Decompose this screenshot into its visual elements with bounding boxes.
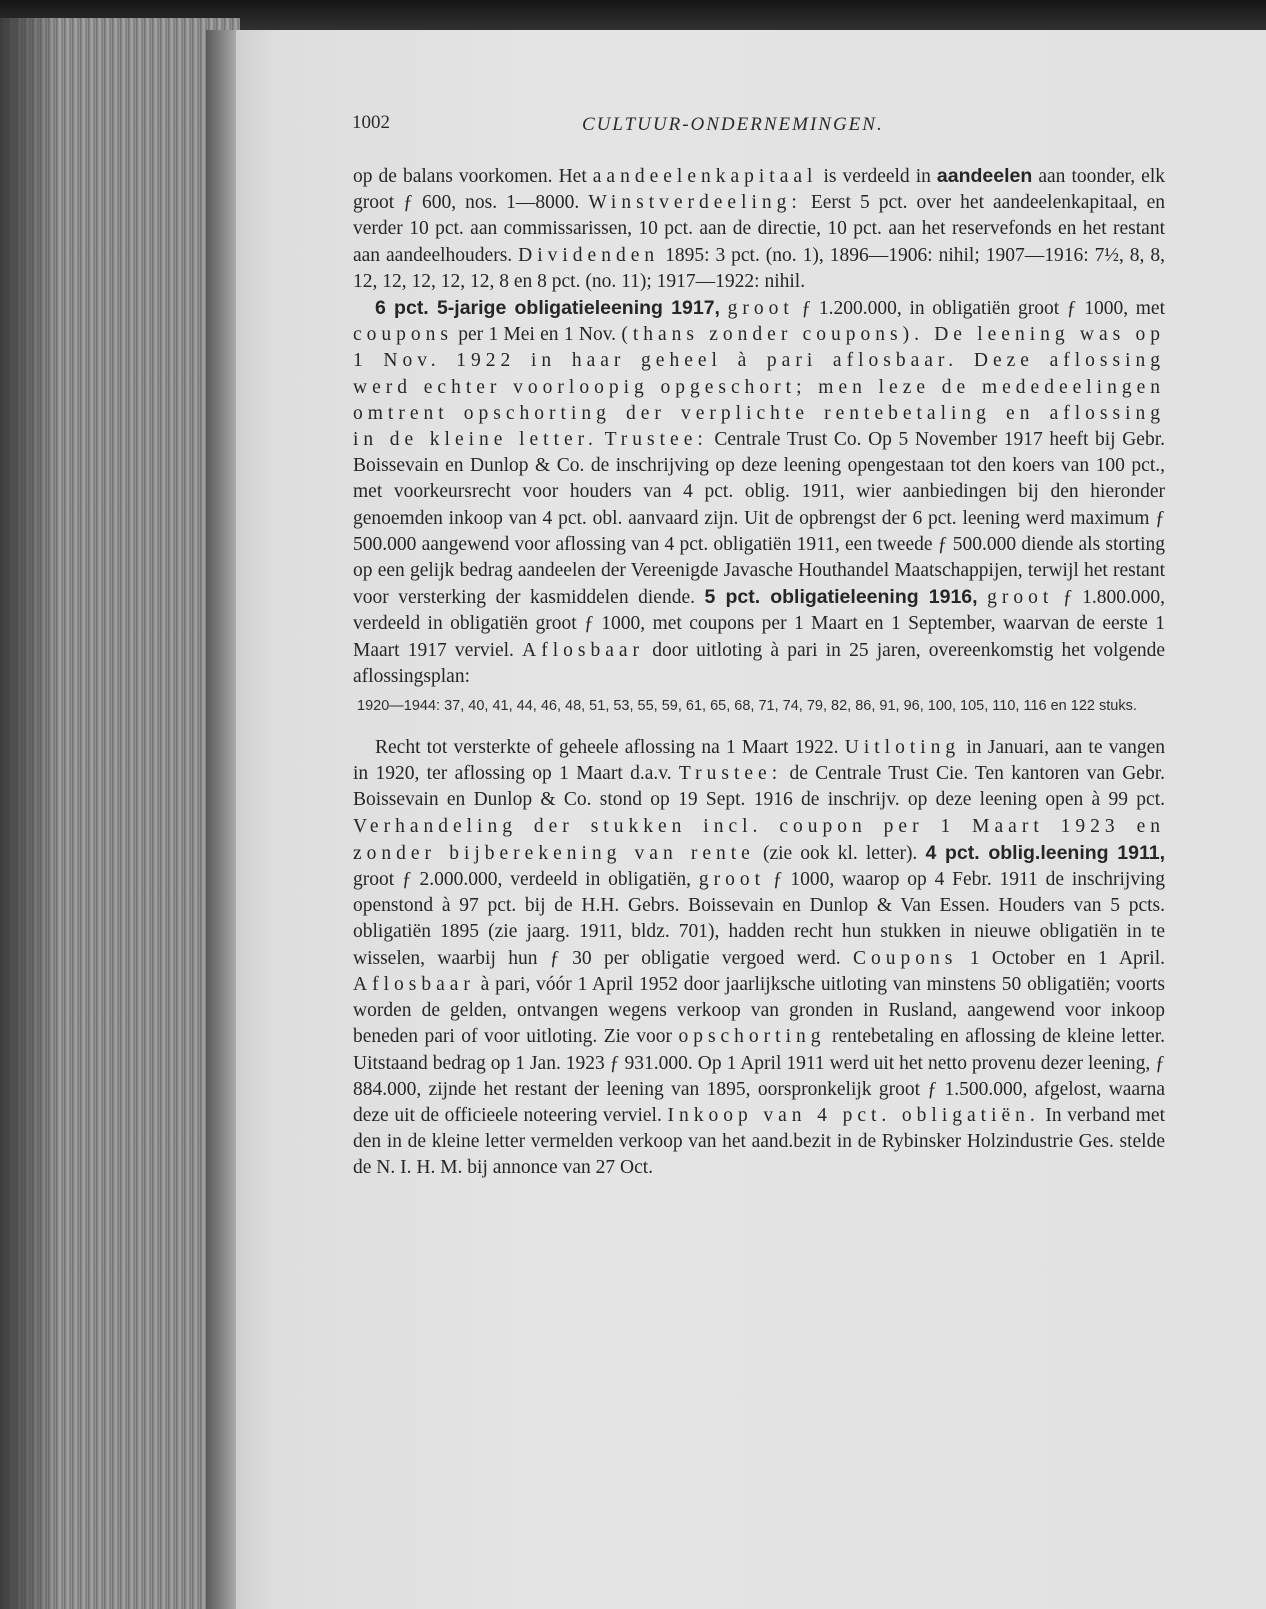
paragraph-loan-1911: Recht tot versterkte of geheele aflossing na 1 Maart 1922. Uitloting in Januari, aan te vangen in 1920, ter aflossing op 1 Maart d.a.v. Trustee: de Centrale Trust Cie. Ten kantoren van Gebr. Boissevain en Dunlop & Co. stond op 19 Sept. 1916 de inschrijv. op deze leening open à 99 pct. Verhandeling der stukken incl. coupon per 1 Maart 1923 en zonder bijberekening van rente (zie ook kl. letter). 4 pct. oblig.leening 1911, groot ƒ 2.000.000, verdeeld in obligatiën, groot ƒ 1000, waarop op 4 Febr. 1911 de inschrijving openstond à 97 pct. bij de H.H. Gebrs. Boissevain en Dunlop & Van Essen. Houders van 5 pcts. obligatiën 1895 (zie jaarg. 1911, bldz. 701), hadden recht hun stukken in nieuwe obligatiën in te wisselen, waarbij hun ƒ 30 per obligatie vergoed werd. Coupons 1 October en 1 April. Aflosbaar à pari, vóór 1 April 1952 door jaarlijksche uitloting van minstens 50 obligatiën; voorts worden de gelden, ontvangen wegens verkoop van gronden in Rusland, aangewend voor inkoop beneden pari of voor uitloting. Zie voor opschorting rentebetaling en aflossing de kleine letter. Uitstaand bedrag op 1 Jan. 1923 ƒ 931.000. Op 1 April 1911 werd uit het netto provenu dezer leening, ƒ 884.000, zijnde het restant der leening van 1895, oorspronkelijk groot ƒ 1.500.000, afgelost, waarna deze uit de officieele noteering verviel. Inkoop van 4 pct. obligatiën. In verband met den in de kleine letter vermelden verkoop van het aand.bezit in de Rybinsker Holzindustrie Ges. stelde de N. I. H. M. bij annonce van 27 Oct.: [353, 737, 1165, 1179]
running-head: CULTUUR-ONDERNEMINGEN.: [582, 114, 884, 135]
page-header: [352, 112, 1172, 152]
book-edge-shadow: [0, 18, 60, 1609]
body-text: [353, 163, 1165, 1182]
paragraph-dividends: op de balans voorkomen. Het aandeelenkapitaal is verdeeld in aandeelen aan toonder, elk groot ƒ 600, nos. 1—8000. Winstverdeeling: Eerst 5 pct. over het aandeelenkapitaal, en verder 10 pct. aan commissarissen, 10 pct. aan de directie, 10 pct. aan het reservefonds en het restant aan aandeelhouders. Dividenden 1895: 3 pct. (no. 1), 1896—1906: nihil; 1907—1916: 7½, 8, 8, 12, 12, 12, 12, 12, 8 en 8 pct. (no. 11); 1917—1922: nihil.: [353, 165, 1166, 292]
paragraph-loan-1917-1916: 6 pct. 5-jarige obligatieleening 1917, groot ƒ 1.200.000, in obligatiën groot ƒ 1000, met coupons per 1 Mei en 1 Nov. (thans zonder coupons). De leening was op 1 Nov. 1922 in haar geheel à pari aflosbaar. Deze aflossing werd echter voorloopig opgeschort; men leze de mededeelingen omtrent opschorting der verplichte rentebetaling en aflossing in de kleine letter. Trustee: Centrale Trust Co. Op 5 November 1917 heeft bij Gebr. Boissevain en Dunlop & Co. de inschrijving op deze leening opengestaan tot den koers van 100 pct., met voorkeursrecht voor houders van 4 pct. oblig. 1911, wier aanbiedingen bij den hieronder genoemden inkoop van 4 pct. obl. aanvaard zijn. Uit de opbrengst der 6 pct. leening werd maximum ƒ 500.000 aangewend voor aflossing van 4 pct. obligatiën 1911, een tweede ƒ 500.000 diende als storting op een gelijk bedrag aandeelen der Vereenigde Javasche Houthandel Maatschappijen, terwijl het restant voor versterking der kasmiddelen diende. 5 pct. obligatieleening 1916, groot ƒ 1.800.000, verdeeld in obligatiën groot ƒ 1000, met coupons per 1 Maart en 1 September, waarvan de eerste 1 Maart 1917 verviel. Aflosbaar door uitloting à pari in 25 jaren, overeenkomstig het volgende aflossingsplan:: [353, 297, 1166, 687]
amortization-schedule: 1920—1944: 37, 40, 41, 44, 46, 48, 51, 53, 55, 59, 61, 65, 68, 71, 74, 79, 82, 86, 91, 96, 100, 105, 110, 116 en 122 stuks.: [357, 698, 1137, 715]
page-number: 1002: [352, 112, 390, 133]
